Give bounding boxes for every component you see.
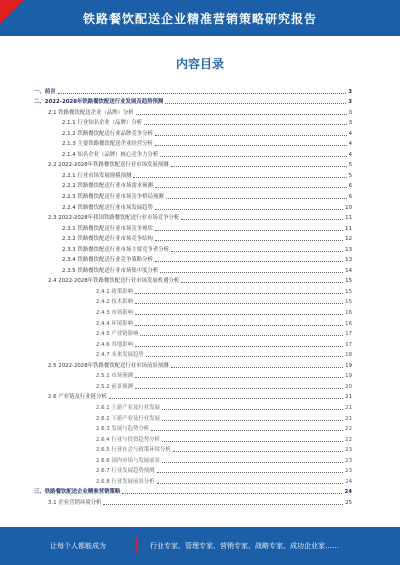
toc-entry-page: 3: [348, 120, 352, 127]
toc-leader-dots: [162, 461, 343, 463]
toc-entry[interactable]: [34, 200, 352, 211]
toc-leader-dots: [109, 397, 343, 399]
toc-entry[interactable]: [34, 274, 352, 285]
toc-entry-label: 3.1 企业营销环境分析: [48, 499, 102, 506]
toc-entry-page: 16: [345, 310, 352, 317]
toc-entry-label: 2.1.2 铁路餐饮配送行业品牌竞争分析: [62, 130, 153, 137]
toc-leader-dots: [140, 334, 343, 336]
toc-entry-label: 三、铁路餐饮配送企业精准营销策略: [34, 489, 121, 496]
toc-leader-dots: [58, 92, 347, 94]
toc-leader-dots: [171, 366, 344, 368]
toc-entry-label: 2.6.3 发展与趋势分析: [96, 426, 150, 433]
toc-entry[interactable]: [34, 464, 352, 475]
toc-entry-label: 2.4.5 产业链影响: [96, 331, 139, 338]
toc-entry-page: 17: [345, 331, 352, 338]
toc-leader-dots: [144, 123, 346, 125]
toc-entry-page: 23: [345, 447, 352, 454]
toc-leader-dots: [135, 302, 343, 304]
toc-entry-page: 3: [348, 109, 352, 116]
toc-leader-dots: [155, 239, 343, 241]
toc-leader-dots: [173, 450, 343, 452]
toc-entry-page: 4: [348, 141, 352, 148]
toc-entry-label: 2.3 2022-2028年我国铁路餐饮配送行业市场竞争分析: [48, 215, 180, 222]
toc-entry-label: 2.6.7 行业发展趋势预测: [96, 468, 155, 475]
footer-tagline: 行业专家、管理专家、营销专家、战略专家、成功企业家……: [150, 542, 339, 550]
toc-leader-dots: [171, 165, 347, 167]
toc-entry[interactable]: [34, 411, 352, 422]
toc-entry-label: 2.4.7 未来发展趋势: [96, 352, 144, 359]
toc-entry-page: 21: [345, 415, 352, 422]
toc-entry[interactable]: [34, 116, 352, 127]
toc-title: 内容目录: [175, 57, 224, 71]
toc-leader-dots: [162, 408, 343, 410]
toc-entry[interactable]: [34, 474, 352, 485]
toc-entry-page: 23: [345, 457, 352, 464]
toc-leader-dots: [151, 429, 343, 431]
toc-leader-dots: [166, 197, 347, 199]
toc-entry-page: 21: [345, 394, 352, 401]
toc-entry-page: 18: [345, 352, 352, 359]
toc-entry-page: 6: [348, 183, 352, 190]
toc-entry-page: 15: [345, 278, 352, 285]
toc-leader-dots: [133, 176, 346, 178]
toc-entry[interactable]: [34, 295, 352, 306]
toc-entry-page: 11: [345, 215, 352, 222]
toc-leader-dots: [162, 419, 343, 421]
toc-entry[interactable]: [34, 137, 352, 148]
toc-leader-dots: [155, 229, 343, 231]
toc-entry[interactable]: [34, 337, 352, 348]
toc-entry[interactable]: [34, 211, 352, 222]
toc-entry-label: 2.2.4 铁路餐饮配送行业市场发展趋势: [62, 204, 153, 211]
toc-entry[interactable]: [34, 263, 352, 274]
toc-entry-page: 3: [348, 99, 352, 106]
toc-entry-page: 5: [348, 172, 352, 179]
toc-leader-dots: [135, 387, 343, 389]
toc-leader-dots: [165, 102, 346, 104]
toc-leader-dots: [181, 281, 343, 283]
toc-entry-label: 2.4.2 技术影响: [96, 299, 133, 306]
toc-entry[interactable]: [34, 495, 352, 506]
toc-entry-label: 2.4.3 市场影响: [96, 310, 133, 317]
toc-entry[interactable]: [34, 390, 352, 401]
toc-entry[interactable]: [34, 348, 352, 359]
toc-leader-dots: [171, 250, 343, 252]
toc-entry[interactable]: [34, 126, 352, 137]
toc-entry[interactable]: [34, 316, 352, 327]
toc-entry-label: 2.1.3 主要铁路餐饮配送企业经营分析: [62, 141, 153, 148]
toc-entry-page: 13: [345, 257, 352, 264]
toc-entry[interactable]: [34, 168, 352, 179]
toc-leader-dots: [135, 313, 343, 315]
report-header: [0, 0, 400, 36]
toc-entry-label: 2.1 铁路餐饮配送企业（品牌）分析: [48, 109, 134, 116]
toc-entry-page: 20: [345, 383, 352, 390]
toc-entry-page: 17: [345, 341, 352, 348]
toc-entry[interactable]: [34, 221, 352, 232]
toc-entry[interactable]: [34, 284, 352, 295]
toc-entry[interactable]: [34, 253, 352, 264]
toc-entry[interactable]: [34, 189, 352, 200]
toc-entry-label: 2.6.1 上游产业及行业发展: [96, 404, 160, 411]
toc-entry-page: 24: [345, 478, 352, 485]
toc-entry-page: 10: [345, 204, 352, 211]
toc-entry-page: 22: [345, 426, 352, 433]
toc-entry[interactable]: [34, 147, 352, 158]
toc-entry[interactable]: [34, 379, 352, 390]
footer-divider: [136, 538, 138, 554]
toc-entry-label: 2.2.3 铁路餐饮配送行业市场竞争格局预测: [62, 194, 164, 201]
toc-leader-dots: [157, 482, 344, 484]
toc-entry-page: 6: [348, 194, 352, 201]
toc-entry-label: 2.5.2 前景预测: [96, 383, 133, 390]
toc-entry[interactable]: [34, 84, 352, 95]
toc-leader-dots: [181, 218, 343, 220]
toc-entry-label: 2.6.6 国内市场与发展前景: [96, 457, 160, 464]
toc-entry-page: 22: [345, 436, 352, 443]
toc-entry-page: 4: [348, 151, 352, 158]
toc-entry-page: 25: [345, 499, 352, 506]
footer-slogan: 让每个人都能成为: [50, 542, 106, 550]
toc-entry-label: 2.6.2 下游产业及行业发展: [96, 415, 160, 422]
toc-leader-dots: [135, 324, 343, 326]
toc-entry[interactable]: [34, 400, 352, 411]
toc-entry[interactable]: [34, 158, 352, 169]
toc-leader-dots: [135, 376, 343, 378]
toc-entry-label: 2.6.8 行业发展前景分析: [96, 478, 155, 485]
toc-leader-dots: [155, 260, 343, 262]
toc-entry-page: 21: [345, 404, 352, 411]
toc-entry-label: 2.4.4 环境影响: [96, 320, 133, 327]
toc-entry[interactable]: [34, 179, 352, 190]
corner-accent: [0, 0, 24, 24]
toc-leader-dots: [136, 113, 347, 115]
toc-entry-page: 19: [345, 373, 352, 380]
toc-entry[interactable]: [34, 358, 352, 369]
toc-entry-label: 2.1.1 行业知名企业（品牌）分析: [62, 120, 143, 127]
toc-entry-label: 2.5 2022-2028年铁路餐饮配送行业市场前景预测: [48, 362, 169, 369]
toc-leader-dots: [155, 144, 347, 146]
toc-entry-label: 2.5.1 市场预测: [96, 373, 133, 380]
toc-entry-page: 15: [345, 288, 352, 295]
toc-entry[interactable]: [34, 327, 352, 338]
toc-entry-label: 一、前言: [34, 88, 56, 95]
toc-leader-dots: [160, 155, 346, 157]
toc-entry-label: 2.3.5 铁路餐饮配送行业市场集中度分析: [62, 267, 159, 274]
toc-entry-label: 2.6.5 行业社会与政策环境分析: [96, 447, 171, 454]
toc-leader-dots: [157, 471, 344, 473]
toc-entry-label: 二、2022-2028年铁路餐饮配送行业发展及趋势预测: [34, 99, 164, 106]
toc-entry-label: 2.2.2 铁路餐饮配送行业市场需求预测: [62, 183, 153, 190]
toc-entry[interactable]: [34, 105, 352, 116]
footer-banner: [0, 527, 400, 565]
toc-entry-page: 13: [345, 246, 352, 253]
toc-entry-label: 2.3.3 铁路餐饮配送行业市场主要竞争者分析: [62, 246, 170, 253]
toc-entry-page: 4: [348, 130, 352, 137]
toc-leader-dots: [155, 208, 343, 210]
toc-entry-page: 23: [345, 468, 352, 475]
toc-entry-label: 2.3.2 铁路餐饮配送行业市场竞争结构: [62, 236, 153, 243]
toc-entry-page: 5: [348, 162, 352, 169]
toc-entry[interactable]: [34, 242, 352, 253]
toc-entry[interactable]: [34, 485, 352, 496]
toc-entry-label: 2.4 2022-2028年铁路餐饮配送行业市场发展机遇分析: [48, 278, 180, 285]
toc-entry-label: 2.3.4 铁路餐饮配送行业竞争策略分析: [62, 257, 153, 264]
report-title: 铁路餐饮配送企业精准营销策略研究报告: [82, 11, 317, 26]
toc-leader-dots: [155, 134, 347, 136]
toc-entry-page: 11: [345, 225, 352, 232]
toc-entry[interactable]: [34, 305, 352, 316]
toc-entry-page: 16: [345, 320, 352, 327]
toc-entry-page: 19: [345, 362, 352, 369]
toc-entry[interactable]: [34, 232, 352, 243]
table-of-contents: [34, 84, 352, 506]
toc-entry[interactable]: [34, 432, 352, 443]
toc-leader-dots: [160, 271, 343, 273]
toc-leader-dots: [122, 492, 342, 494]
toc-entry-page: 3: [348, 88, 352, 95]
toc-entry-page: 15: [345, 299, 352, 306]
toc-entry[interactable]: [34, 369, 352, 380]
toc-entry-page: 14: [345, 267, 352, 274]
toc-entry-label: 2.6.4 行业与投资趋势分析: [96, 436, 160, 443]
toc-entry[interactable]: [34, 453, 352, 464]
toc-leader-dots: [103, 503, 343, 505]
toc-leader-dots: [155, 186, 347, 188]
toc-entry[interactable]: [34, 443, 352, 454]
toc-entry-label: 2.6 产业链及行业链分析: [48, 394, 107, 401]
toc-leader-dots: [162, 440, 343, 442]
toc-entry-label: 2.2.1 行业市场发展规模预测: [62, 172, 132, 179]
toc-entry[interactable]: [34, 95, 352, 106]
toc-leader-dots: [135, 292, 343, 294]
toc-leader-dots: [146, 355, 343, 357]
toc-entry-label: 2.4.6 其他影响: [96, 341, 133, 348]
toc-entry-label: 2.3.1 铁路餐饮配送行业市场竞争现状: [62, 225, 153, 232]
toc-leader-dots: [135, 345, 343, 347]
toc-entry-label: 2.4.1 政策影响: [96, 288, 133, 295]
toc-entry[interactable]: [34, 422, 352, 433]
toc-entry-page: 24: [344, 489, 352, 496]
toc-entry-label: 2.1.4 知名企业（品牌）核心竞争力分析: [62, 151, 159, 158]
toc-entry-label: 2.2 2022-2028年铁路餐饮配送行业市场发展预测: [48, 162, 169, 169]
toc-entry-page: 12: [345, 236, 352, 243]
